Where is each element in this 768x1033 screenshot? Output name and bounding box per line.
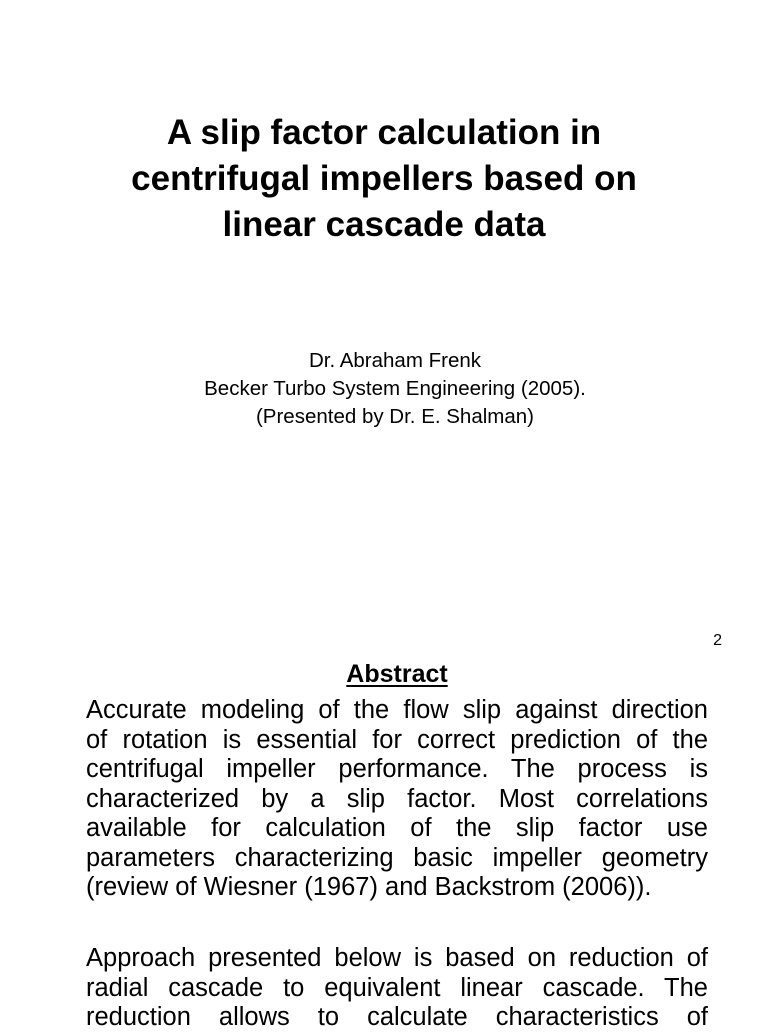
paragraph-line: available for calculation of the slip factor use xyxy=(86,814,708,842)
paragraph-line: radial cascade to equivalent linear cascade. The xyxy=(86,973,708,1002)
page-number: 2 xyxy=(713,632,722,649)
abstract-paragraph-1 xyxy=(86,696,708,903)
document-title xyxy=(0,110,768,248)
title-line: linear cascade data xyxy=(222,205,546,244)
author-affiliation: Becker Turbo System Engineering (2005). xyxy=(204,377,586,400)
abstract-heading: Abstract xyxy=(346,660,448,688)
paragraph-line: centrifugal impeller performance. The process is xyxy=(86,755,708,783)
title-line: A slip factor calculation in xyxy=(166,113,602,152)
author-name: Dr. Abraham Frenk xyxy=(308,349,482,372)
paragraph-line: reduction allows to calculate characteristics of xyxy=(86,1003,708,1031)
paragraph-line: characterized by a slip factor. Most correlations xyxy=(86,784,708,813)
presenter: (Presented by Dr. E. Shalman) xyxy=(255,405,534,428)
paragraph-line: Approach presented below is based on reduction of xyxy=(86,944,708,972)
paragraph-line: parameters characterizing basic impeller geometry xyxy=(86,843,708,872)
paragraph-line: (review of Wiesner (1967) and Backstrom (2006)). xyxy=(86,873,652,901)
author-info xyxy=(0,347,768,431)
title-line: centrifugal impellers based on xyxy=(131,159,637,198)
paragraph-line: of rotation is essential for correct prediction of the xyxy=(86,725,708,754)
paragraph-line: Accurate modeling of the flow slip against direction xyxy=(86,696,708,724)
abstract-paragraph-2 xyxy=(86,944,708,1033)
